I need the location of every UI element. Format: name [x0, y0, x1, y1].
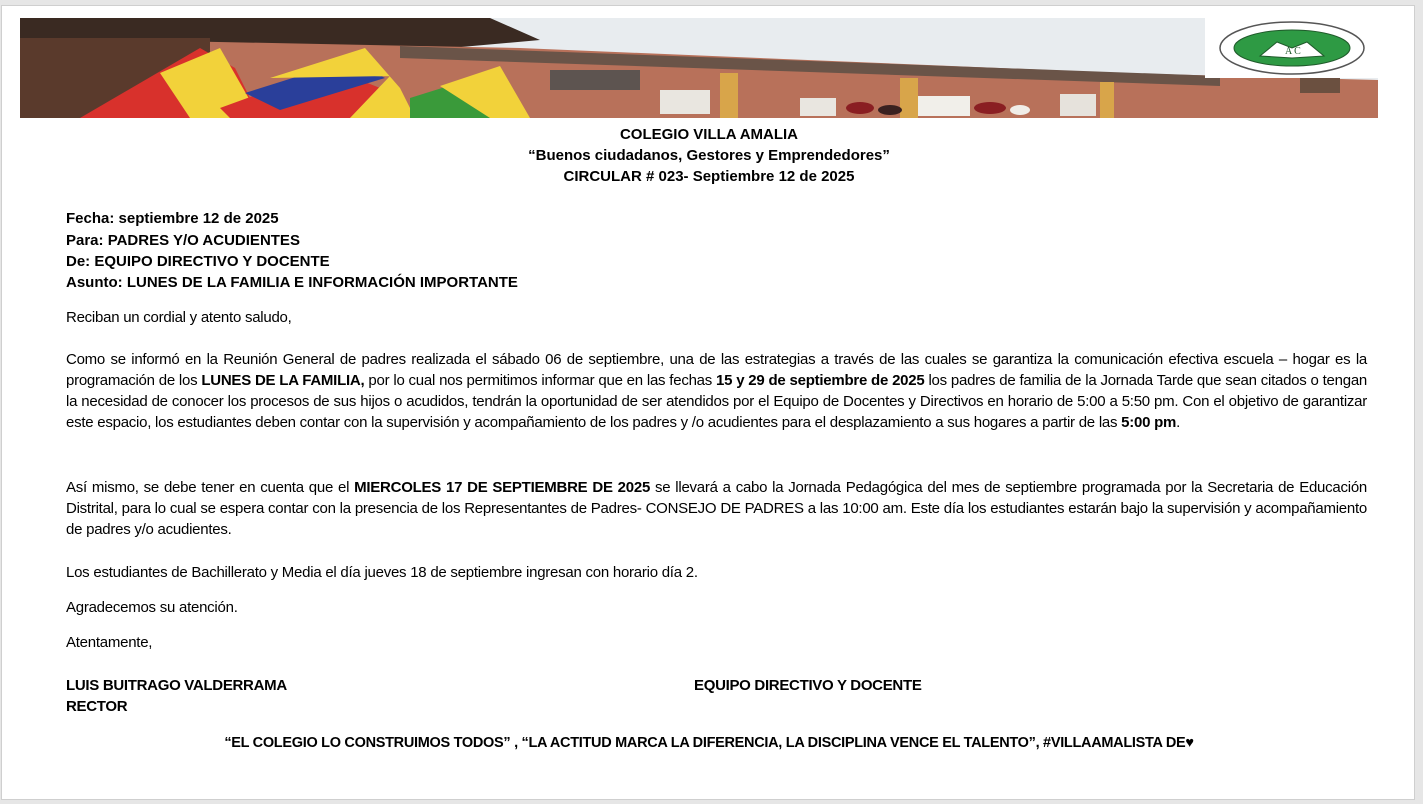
svg-text:A C: A C — [1285, 46, 1301, 57]
p1-bold-lunes: LUNES DE LA FAMILIA, — [201, 372, 365, 389]
paragraph-jornada-pedagogica — [66, 477, 1367, 540]
p2-text-a: Así mismo, se debe tener en cuenta que el — [66, 479, 355, 496]
meta-asunto: Asunto: LUNES DE LA FAMILIA E INFORMACIÓN IMPORTANTE — [66, 274, 518, 291]
p1-bold-fechas: 15 y 29 de septiembre de 2025 — [716, 372, 925, 389]
p2-text-c: se llevará a cabo la Jornada Pedagógica del mes de septiembre programada por la Secretaria de Educación Distrital, para lo cual se espera contar con la presencia de los Representantes de Padres- CONSEJO DE PADRES a las 10:00 am. Este día los estudiantes estarán bajo la supervisión y acompañamiento de padres y/o acudientes. — [66, 479, 1368, 538]
meta-de: De: EQUIPO DIRECTIVO Y DOCENTE — [66, 253, 330, 270]
thanks: Agradecemos su atención. — [66, 599, 238, 616]
p1-bold-hora: 5:00 pm — [1121, 414, 1177, 431]
meta-para: Para: PADRES Y/O ACUDIENTES — [66, 232, 300, 249]
school-name: COLEGIO VILLA AMALIA — [619, 126, 799, 143]
header-banner-image — [20, 18, 1378, 118]
closing: Atentamente, — [66, 634, 153, 651]
signature-right-name: EQUIPO DIRECTIVO Y DOCENTE — [694, 677, 922, 694]
banner-photo-illustration — [20, 18, 1378, 118]
meta-fecha: Fecha: septiembre 12 de 2025 — [66, 210, 279, 227]
footer-motto: “EL COLEGIO LO CONSTRUIMOS TODOS” , “LA ACTITUD MARCA LA DIFERENCIA, LA DISCIPLINA VENCE EL TALENTO”, #VILLAAMALISTA DE♥ — [224, 735, 1194, 751]
school-slogan: “Buenos ciudadanos, Gestores y Emprendedores” — [528, 147, 890, 164]
signature-left-title: RECTOR — [66, 698, 128, 715]
p1-text-a: Como se informó en la Reunión General de padres realizada el sábado 06 de septiembre, una de las estrategias a través de las cuales se garantiza la comunicación efectiva escuela – hogar es la programación de los — [66, 351, 1367, 389]
paragraph-lunes-familia — [66, 349, 1367, 433]
p1-text-c: por lo cual nos permitimos informar que en las fechas — [364, 372, 717, 389]
p1-text-e: . — [1176, 414, 1181, 431]
document-page — [1, 5, 1415, 800]
greeting: Reciban un cordial y atento saludo, — [66, 309, 292, 326]
p1-text-d: los padres de familia de la Jornada Tarde que sean citados o tengan la necesidad de conocer los procesos de sus hijos o acudidos, tendrán la oportunidad de ser atendidos por el Equipo de Docentes y Directivos en horario de 5:00 a 5:50 pm. Con el objetivo de garantizar este espacio, los estudiantes deben contar con la supervisión y acompañamiento de los padres y /o acudientes para el desplazamiento a sus hogares a partir de las — [66, 372, 1368, 431]
circular-number: CIRCULAR # 023- Septiembre 12 de 2025 — [563, 168, 855, 185]
paragraph-bachillerato: Los estudiantes de Bachillerato y Media el día jueves 18 de septiembre ingresan con horario día 2. — [66, 564, 698, 581]
signature-left-name: LUIS BUITRAGO VALDERRAMA — [66, 677, 287, 694]
p2-bold-fecha: MIERCOLES 17 DE SEPTIEMBRE DE 2025 — [354, 479, 651, 496]
school-logo — [1205, 18, 1378, 78]
